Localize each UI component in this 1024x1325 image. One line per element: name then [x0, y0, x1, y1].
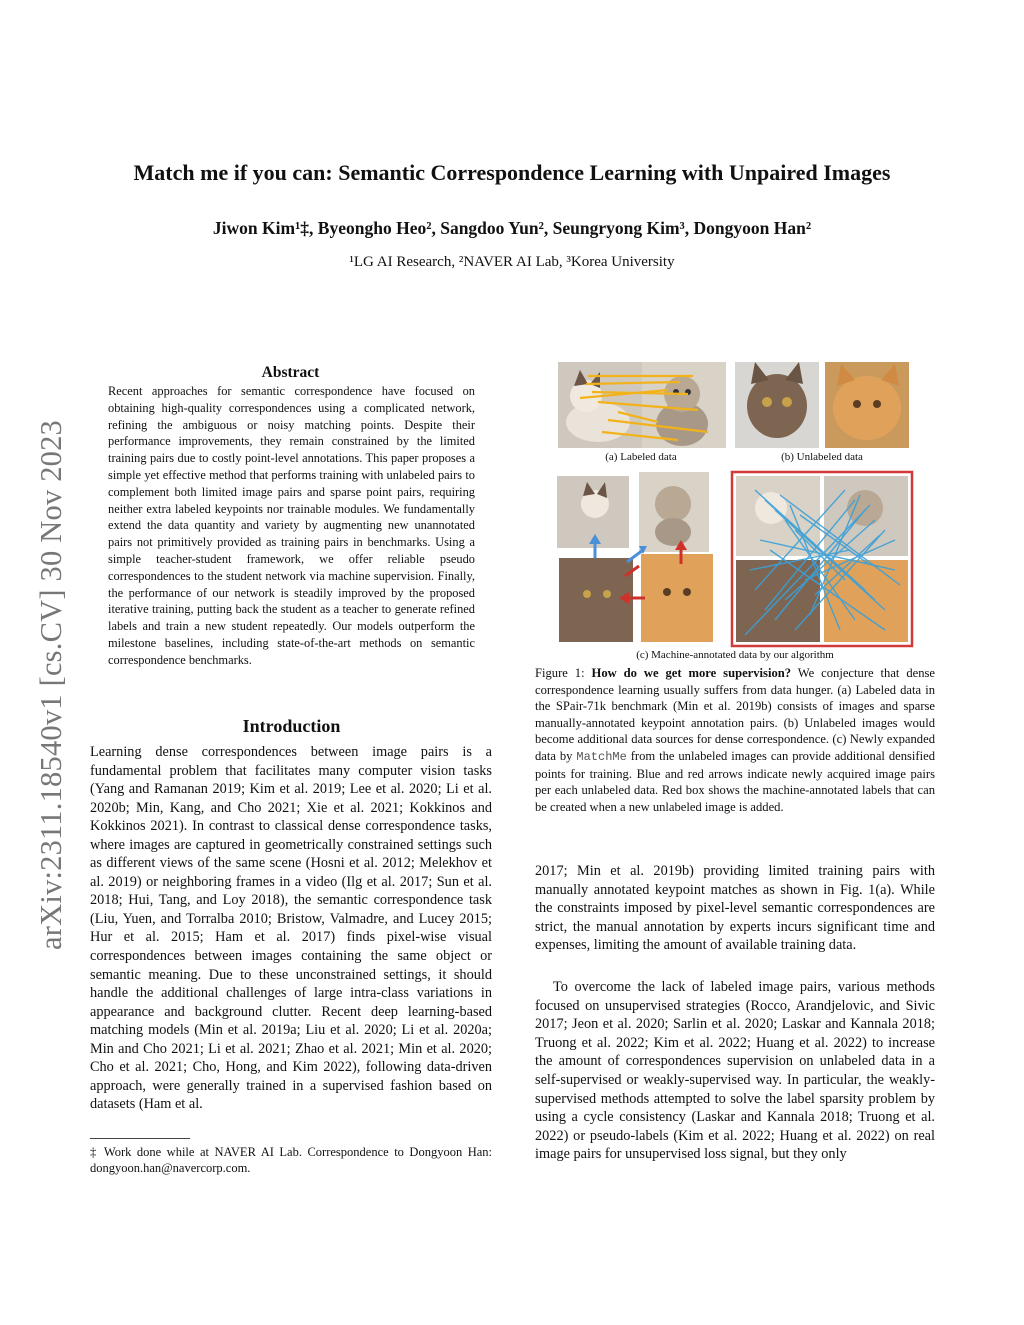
caption-part-2: from the unlabeled images can provide additional densified points for training. Blue and red arrows indicate newly acquired image pairs per each unlabeled data. Red box shows the machine-annotated labels that can be created when a new unlabeled image is added. [535, 748, 935, 814]
introduction-text: Learning dense correspondences between image pairs is a fundamental problem that facilitates many computer vision tasks (Yang and Ramanan 2019; Kim et al. 2019; Lee et al. 2020; Li et al. 2020b; Min, Kang, and Cho 2021; Xie et al. 2021; Kokkinos and Kokkinos 2021). In contrast to classical dense correspondence tasks, where images are captured in geometrically constrained settings such as different views of the same scene (Hosni et al. 2012; Melekhov et al. 2019) or neighboring frames in a video (Ilg et al. 2017; Sun et al. 2018; Hui, Tang, and Loy 2018), the semantic correspondence task (Liu, Yuen, and Torralba 2010; Bristow, Valmadre, and Lucey 2015; Hur et al. 2015; Ham et al. 2017) finds pixel-wise visual correspondences between images containing the same object or semantic meaning. Due to these unconstrained settings, it should handle the additional challenges of large intra-class variations in appearance and background clutter. Recent deep learning-based matching models (Min et al. 2019a; Liu et al. 2020; Li et al. 2020a; Min and Cho 2021; Li et al. 2021; Zhao et al. 2021; Min et al. 2020; Cho et al. 2021; Cho, Hong, and Kim 2022), following data-driven approach, were generally trained in a supervised fashion based on datasets (Ham et al. [90, 744, 492, 1113]
right-column-paragraph-2: To overcome the lack of labeled image pairs, various methods focused on unsupervised strategies (Rocco, Arandjelovic, and Sivic 2017; Jeon et al. 2020; Sarlin et al. 2020; Laskar and Kannala 2018; Truong et al. 2022; Kim et al. 2022; Huang et al. 2022) to increase the amount of correspondences supervision on unlabeled data in a self-supervised or weakly-supervised way. In particular, the weakly-supervised methods attempted to solve the label sparsity problem by using a cycle consistency (Laskar and Kannala 2018; Truong et al. 2022) or pseudo-labels (Kim et al. 2022; Huang et al. 2022) on real image pairs for unsupervised loss signal, but they only [535, 979, 935, 1163]
arxiv-watermark [34, 350, 74, 950]
caption-matchme: MatchMe [576, 749, 627, 764]
author-list: Jiwon Kim¹‡, Byeongho Heo², Sangdoo Yun², Seungryong Kim³, Dongyoon Han² [212, 218, 812, 238]
subfigure-label-b: (b) Unlabeled data [781, 451, 863, 463]
abstract-text: Recent approaches for semantic correspondence have focused on obtaining high-quality correspondences using a complicated network, refining the ambiguous or noisy matching points. Despite their performance improvements, they remain constrained by the limited training pairs due to costly point-level annotations. This paper proposes a simple yet effective method that performs training with unlabeled pairs to complement both limited image pairs and sparse point pairs, requiring neither extra labeled keypoints nor trainable modules. We fundamentally extend the data quantity and variety by augmenting new unannotated pairs not primitively provided as training pairs in benchmarks. Using a simple teacher-student framework, we offer reliable pseudo correspondences to the student network via machine supervision. Finally, the performance of our network is steadily improved by the proposed iterative training, putting back the student as a teacher to generate refined labels and train a new student repeatedly. Our models outperform the milestone baselines, including state-of-the-art methods on semantic correspondence benchmarks. [108, 384, 475, 667]
caption-bold: How do we get more supervision? [591, 666, 792, 680]
footnote: ‡ Work done while at NAVER AI Lab. Correspondence to Dongyoon Han: dongyoon.han@navercorp.com. [90, 1145, 492, 1175]
unlabeled-pair-image [735, 362, 909, 448]
paper-title: Match me if you can: Semantic Correspondence Learning with Unpaired Images [133, 160, 891, 185]
abstract-heading: Abstract [261, 364, 320, 381]
labeled-pair-image [558, 362, 726, 448]
machine-annotated-image [555, 470, 915, 648]
caption-prefix: Figure 1: [535, 666, 585, 680]
affiliations: ¹LG AI Research, ²NAVER AI Lab, ³Korea University [349, 254, 675, 270]
introduction-heading: Introduction [242, 716, 341, 736]
arxiv-id: arXiv:2311.18540v1 [cs.CV] 30 Nov 2023 [34, 419, 68, 950]
figure-caption [535, 665, 935, 815]
right-column-paragraph-1: 2017; Min et al. 2019b) providing limited training pairs with manually annotated keypoint matches as shown in Fig. 1(a). While the constraints imposed by pixel-level semantic correspondences are strict, the manual annotation by experts incurs significant time and expenses, limiting the amount of available training data. [535, 863, 935, 954]
footnote-rule [90, 1138, 190, 1139]
caption-part-1: We conjecture that dense correspondence learning usually suffers from data hunger. (a) Labeled data in the SPair-71k benchmark (Min et al. 2019b) consists of images and sparse manually-annotated keypoint annotation pairs. (b) Unlabeled images would become additional data sources for dense correspondence. (c) Newly expanded data by [535, 666, 936, 763]
subfigure-label-c: (c) Machine-annotated data by our algorithm [636, 649, 834, 661]
subfigure-label-a: (a) Labeled data [605, 451, 677, 463]
figure-1 [555, 360, 915, 660]
